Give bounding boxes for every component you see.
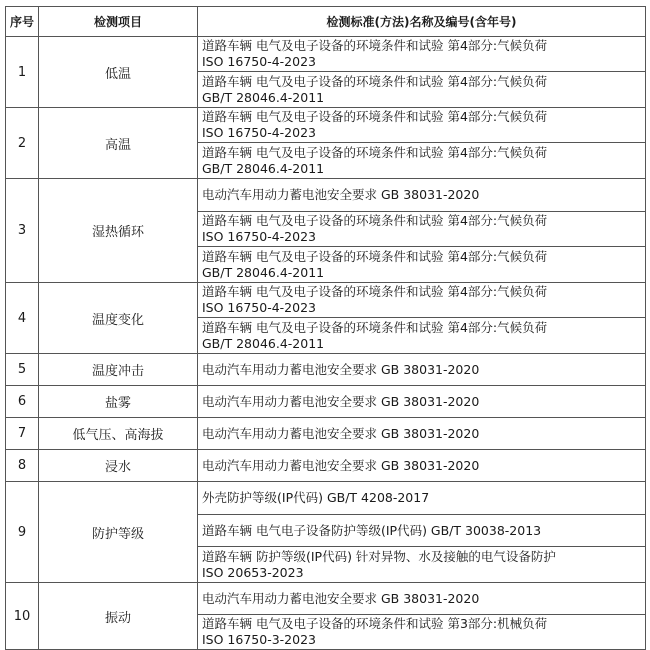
row-index: 6: [6, 386, 39, 418]
row-index: 3: [6, 179, 39, 283]
standard-cell: 道路车辆 电气电子设备防护等级(IP代码) GB/T 30038-2013: [198, 515, 646, 547]
table-row: [6, 450, 646, 482]
standard-cell: 电动汽车用动力蓄电池安全要求 GB 38031-2020: [198, 386, 646, 418]
row-index: 1: [6, 37, 39, 108]
table-row: [6, 583, 646, 615]
table-row: [6, 482, 646, 515]
table-row: [6, 354, 646, 386]
header-row: [6, 7, 646, 37]
row-index: 8: [6, 450, 39, 482]
row-item: 浸水: [39, 450, 198, 482]
standard-cell: 道路车辆 电气及电子设备的环境条件和试验 第4部分:气候负荷 GB/T 28046.4-2011: [198, 72, 646, 108]
standard-cell: 道路车辆 电气及电子设备的环境条件和试验 第4部分:气候负荷 GB/T 28046.4-2011: [198, 143, 646, 179]
row-index: 2: [6, 108, 39, 179]
standard-cell: 道路车辆 电气及电子设备的环境条件和试验 第4部分:气候负荷 ISO 16750-4-2023: [198, 212, 646, 247]
standard-cell: 道路车辆 电气及电子设备的环境条件和试验 第4部分:气候负荷 ISO 16750-4-2023: [198, 283, 646, 318]
standard-cell: 道路车辆 电气及电子设备的环境条件和试验 第4部分:气候负荷 ISO 16750-4-2023: [198, 108, 646, 143]
table-row: [6, 179, 646, 212]
standards-table: [5, 6, 646, 650]
row-item: 低温: [39, 37, 198, 108]
standard-cell: 道路车辆 防护等级(IP代码) 针对异物、水及接触的电气设备防护 ISO 20653-2023: [198, 547, 646, 583]
row-index: 7: [6, 418, 39, 450]
standard-cell: 电动汽车用动力蓄电池安全要求 GB 38031-2020: [198, 450, 646, 482]
row-index: 10: [6, 583, 39, 650]
row-item: 盐雾: [39, 386, 198, 418]
standard-cell: 道路车辆 电气及电子设备的环境条件和试验 第3部分:机械负荷 ISO 16750-3-2023: [198, 615, 646, 650]
row-item: 湿热循环: [39, 179, 198, 283]
row-item: 高温: [39, 108, 198, 179]
row-item: 温度冲击: [39, 354, 198, 386]
standard-cell: 道路车辆 电气及电子设备的环境条件和试验 第4部分:气候负荷 ISO 16750-4-2023: [198, 37, 646, 72]
row-index: 5: [6, 354, 39, 386]
row-item: 温度变化: [39, 283, 198, 354]
standard-cell: 电动汽车用动力蓄电池安全要求 GB 38031-2020: [198, 354, 646, 386]
row-item: 低气压、高海拔: [39, 418, 198, 450]
table-row: [6, 37, 646, 72]
header-index: 序号: [6, 7, 39, 37]
standard-cell: 道路车辆 电气及电子设备的环境条件和试验 第4部分:气候负荷 GB/T 28046.4-2011: [198, 318, 646, 354]
standard-cell: 外壳防护等级(IP代码) GB/T 4208-2017: [198, 482, 646, 515]
row-index: 4: [6, 283, 39, 354]
header-item: 检测项目: [39, 7, 198, 37]
standard-cell: 电动汽车用动力蓄电池安全要求 GB 38031-2020: [198, 179, 646, 212]
row-index: 9: [6, 482, 39, 583]
table-row: [6, 108, 646, 143]
standard-cell: 电动汽车用动力蓄电池安全要求 GB 38031-2020: [198, 583, 646, 615]
row-item: 振动: [39, 583, 198, 650]
table-row: [6, 386, 646, 418]
row-item: 防护等级: [39, 482, 198, 583]
table-row: [6, 418, 646, 450]
standard-cell: 电动汽车用动力蓄电池安全要求 GB 38031-2020: [198, 418, 646, 450]
standard-cell: 道路车辆 电气及电子设备的环境条件和试验 第4部分:气候负荷 GB/T 28046.4-2011: [198, 247, 646, 283]
header-standard: 检测标准(方法)名称及编号(含年号): [198, 7, 646, 37]
table-row: [6, 283, 646, 318]
